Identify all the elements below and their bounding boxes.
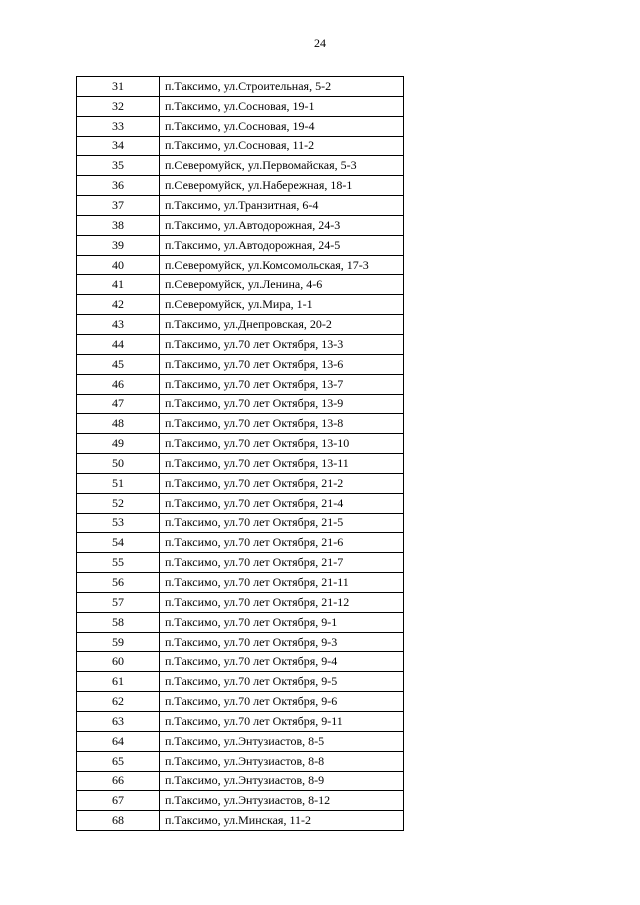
table-row [77, 96, 404, 116]
row-address: п.Таксимо, ул.70 лет Октября, 13-8 [160, 414, 404, 434]
row-number: 44 [77, 334, 160, 354]
row-address: п.Таксимо, ул.Энтузиастов, 8-9 [160, 771, 404, 791]
table-row [77, 235, 404, 255]
table-row [77, 176, 404, 196]
row-address: п.Таксимо, ул.70 лет Октября, 9-3 [160, 632, 404, 652]
table-row [77, 573, 404, 593]
row-number: 65 [77, 751, 160, 771]
table-row [77, 374, 404, 394]
row-number: 55 [77, 553, 160, 573]
row-number: 47 [77, 394, 160, 414]
row-number: 54 [77, 533, 160, 553]
table-row [77, 334, 404, 354]
table-row [77, 77, 404, 97]
table-row [77, 771, 404, 791]
row-address: п.Таксимо, ул.70 лет Октября, 13-11 [160, 454, 404, 474]
table-row [77, 712, 404, 732]
row-address: п.Таксимо, ул.Автодорожная, 24-3 [160, 215, 404, 235]
row-address: п.Северомуйск, ул.Первомайская, 5-3 [160, 156, 404, 176]
table-row [77, 454, 404, 474]
table-row [77, 136, 404, 156]
row-address: п.Таксимо, ул.70 лет Октября, 9-5 [160, 672, 404, 692]
table-row [77, 315, 404, 335]
table-row [77, 116, 404, 136]
row-address: п.Таксимо, ул.70 лет Октября, 13-7 [160, 374, 404, 394]
row-address: п.Таксимо, ул.70 лет Октября, 13-9 [160, 394, 404, 414]
row-address: п.Таксимо, ул.Энтузиастов, 8-8 [160, 751, 404, 771]
row-number: 61 [77, 672, 160, 692]
row-number: 51 [77, 473, 160, 493]
page-number: 24 [314, 36, 326, 50]
row-address: п.Таксимо, ул.70 лет Октября, 21-12 [160, 592, 404, 612]
row-address: п.Таксимо, ул.70 лет Октября, 21-2 [160, 473, 404, 493]
row-address: п.Таксимо, ул.Минская, 11-2 [160, 811, 404, 831]
table-row [77, 394, 404, 414]
row-number: 68 [77, 811, 160, 831]
table-row [77, 553, 404, 573]
row-address: п.Северомуйск, ул.Набережная, 18-1 [160, 176, 404, 196]
table-row [77, 275, 404, 295]
row-number: 64 [77, 731, 160, 751]
row-address: п.Северомуйск, ул.Комсомольская, 17-3 [160, 255, 404, 275]
row-address: п.Таксимо, ул.70 лет Октября, 13-6 [160, 354, 404, 374]
row-number: 52 [77, 493, 160, 513]
table-row [77, 473, 404, 493]
row-address: п.Таксимо, ул.70 лет Октября, 9-11 [160, 712, 404, 732]
row-number: 33 [77, 116, 160, 136]
row-number: 45 [77, 354, 160, 374]
row-number: 56 [77, 573, 160, 593]
row-number: 59 [77, 632, 160, 652]
table-row [77, 354, 404, 374]
table-row [77, 791, 404, 811]
row-number: 58 [77, 612, 160, 632]
row-number: 31 [77, 77, 160, 97]
row-address: п.Таксимо, ул.Автодорожная, 24-5 [160, 235, 404, 255]
row-number: 67 [77, 791, 160, 811]
table-row [77, 196, 404, 216]
address-table [76, 76, 404, 831]
row-number: 50 [77, 454, 160, 474]
table-row [77, 751, 404, 771]
table-row [77, 652, 404, 672]
row-number: 63 [77, 712, 160, 732]
table-row [77, 513, 404, 533]
row-number: 39 [77, 235, 160, 255]
row-address: п.Таксимо, ул.Днепровская, 20-2 [160, 315, 404, 335]
row-number: 60 [77, 652, 160, 672]
row-address: п.Таксимо, ул.70 лет Октября, 9-1 [160, 612, 404, 632]
row-address: п.Таксимо, ул.Сосновая, 11-2 [160, 136, 404, 156]
row-number: 42 [77, 295, 160, 315]
address-table-body [77, 77, 404, 831]
row-address: п.Таксимо, ул.70 лет Октября, 21-5 [160, 513, 404, 533]
row-address: п.Северомуйск, ул.Мира, 1-1 [160, 295, 404, 315]
row-number: 38 [77, 215, 160, 235]
row-address: п.Северомуйск, ул.Ленина, 4-6 [160, 275, 404, 295]
table-row [77, 731, 404, 751]
row-address: п.Таксимо, ул.Транзитная, 6-4 [160, 196, 404, 216]
table-row [77, 612, 404, 632]
row-address: п.Таксимо, ул.70 лет Октября, 13-10 [160, 434, 404, 454]
table-row [77, 672, 404, 692]
table-row [77, 632, 404, 652]
row-number: 48 [77, 414, 160, 434]
table-row [77, 156, 404, 176]
row-number: 32 [77, 96, 160, 116]
row-number: 35 [77, 156, 160, 176]
table-row [77, 414, 404, 434]
row-address: п.Таксимо, ул.70 лет Октября, 21-6 [160, 533, 404, 553]
row-number: 40 [77, 255, 160, 275]
row-number: 43 [77, 315, 160, 335]
row-number: 49 [77, 434, 160, 454]
row-address: п.Таксимо, ул.Энтузиастов, 8-12 [160, 791, 404, 811]
table-row [77, 215, 404, 235]
row-address: п.Таксимо, ул.Энтузиастов, 8-5 [160, 731, 404, 751]
row-address: п.Таксимо, ул.70 лет Октября, 21-4 [160, 493, 404, 513]
row-address: п.Таксимо, ул.70 лет Октября, 21-7 [160, 553, 404, 573]
table-row [77, 811, 404, 831]
row-address: п.Таксимо, ул.70 лет Октября, 9-4 [160, 652, 404, 672]
table-row [77, 692, 404, 712]
row-number: 46 [77, 374, 160, 394]
table-row [77, 493, 404, 513]
row-address: п.Таксимо, ул.70 лет Октября, 21-11 [160, 573, 404, 593]
row-number: 53 [77, 513, 160, 533]
row-address: п.Таксимо, ул.Сосновая, 19-4 [160, 116, 404, 136]
row-address: п.Таксимо, ул.Сосновая, 19-1 [160, 96, 404, 116]
row-number: 37 [77, 196, 160, 216]
row-number: 57 [77, 592, 160, 612]
row-address: п.Таксимо, ул.Строительная, 5-2 [160, 77, 404, 97]
row-number: 66 [77, 771, 160, 791]
table-row [77, 295, 404, 315]
row-number: 62 [77, 692, 160, 712]
row-number: 36 [77, 176, 160, 196]
row-address: п.Таксимо, ул.70 лет Октября, 9-6 [160, 692, 404, 712]
table-row [77, 434, 404, 454]
table-row [77, 592, 404, 612]
row-address: п.Таксимо, ул.70 лет Октября, 13-3 [160, 334, 404, 354]
table-row [77, 255, 404, 275]
row-number: 34 [77, 136, 160, 156]
row-number: 41 [77, 275, 160, 295]
table-row [77, 533, 404, 553]
